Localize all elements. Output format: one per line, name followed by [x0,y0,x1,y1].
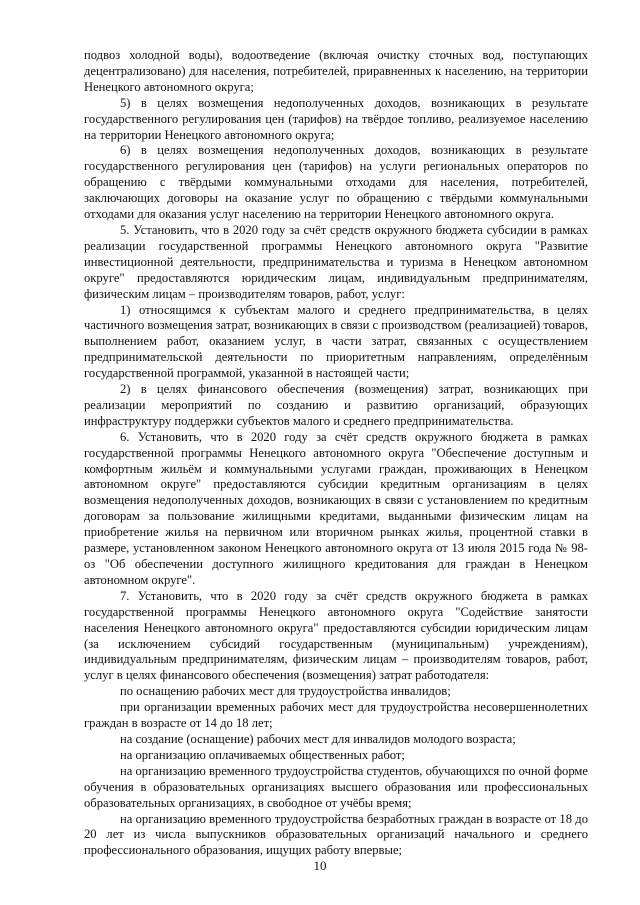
list-item-public-works: на организацию оплачиваемых общественных работ; [120,747,405,762]
paragraph-item-5-solid-fuel: 5) в целях возмещения недополученных доходов, возникающих в результате государственного регулирования цен (тарифов) на твёрдое топливо, реализуемое населению на территории Ненецкого автономного округа; [84,95,588,142]
paragraph-section-5-investment-program: 5. Установить, что в 2020 году за счёт средств окружного бюджета субсидии в рамках реализации государственной программы Ненецкого автономного округа "Развитие инвестиционной деятельности, предпринимательства и туризма в Ненецком автономном округе" предоставляются юридическим лицам, индивидуальным предпринимателям, физическим лицам – производителям товаров, работ, услуг: [84,222,588,301]
paragraph-section-5-subitem-1: 1) относящимся к субъектам малого и среднего предпринимательства, в целях частичного возмещения затрат, возникающих в связи с производством (реализацией) товаров, выполнением работ, оказанием услуг, в части затрат, связанных с осуществлением предпринимательской деятельности по приоритетным направлениям, определённым государственной программой, указанной в настоящей части; [84,302,588,381]
list-item-students-employment: на организацию временного трудоустройства студентов, обучающихся по очной форме обучения в образовательных организациях высшего образования или профессиональных образовательных организациях, в свободное от учёбы время; [84,763,588,810]
paragraph-item-6-waste-operators: 6) в целях возмещения недополученных доходов, возникающих в результате государственного регулирования цен (тарифов) на услуги региональных операторов по обращению с твёрдыми коммунальными отходами для населения, потребителей, заключающих договоры на оказание услуг по обращению с твёрдыми коммунальными отходами для оказания услуг населению на территории Ненецкого автономного округа. [84,143,588,222]
list-item-graduates-employment: на организацию временного трудоустройства безработных граждан в возрасте от 18 до 20 лет из числа выпускников образовательных организаций начального и среднего профессионального образования, ищущих работу впервые; [84,811,588,858]
list-item-minors-temporary-jobs: при организации временных рабочих мест для трудоустройства несовершеннолетних граждан в возрасте от 14 до 18 лет; [84,700,588,731]
document-body [84,48,588,859]
paragraph-section-5-subitem-2: 2) в целях финансового обеспечения (возмещения) затрат, возникающих при реализации мероприятий по созданию и развитию организаций, образующих инфраструктуру поддержки субъектов малого и среднего предпринимательства. [84,382,588,428]
page-number: 10 [313,858,327,873]
list-item-young-disabled-workplaces: на создание (оснащение) рабочих мест для инвалидов молодого возраста; [120,731,516,746]
paragraph-section-6-housing-program: 6. Установить, что в 2020 году за счёт средств окружного бюджета в рамках государственной программы Ненецкого автономного округа "Обеспечение доступным и комфортным жильём и коммунальными услугами граждан, проживающих в Ненецком автономном округе" предоставляются субсидии кредитным организациям в целях возмещения недополученных доходов, возникающих в связи с установлением по кредитным договорам за пользование жилищными кредитами, выданными физическим лицам на приобретение жилья на первичном или вторичном рынках жилья, процентной ставки в размере, установленном законом Ненецкого автономного округа от 13 июля 2015 года № 98-оз "Об обеспечении доступного жилищного кредитования для граждан в Ненецком автономном округе". [84,429,588,587]
paragraph-water-disposal-continuation: подвоз холодной воды), водоотведение (включая очистку сточных вод, поступающих децентрализовано) для населения, потребителей, приравненных к населению, на территории Ненецкого автономного округа; [84,48,588,94]
list-item-disabled-workplaces: по оснащению рабочих мест для трудоустройства инвалидов; [120,684,451,699]
paragraph-section-7-employment-program: 7. Установить, что в 2020 году за счёт средств окружного бюджета в рамках государственной программы Ненецкого автономного округа "Содействие занятости населения Ненецкого автономного округа" предоставляются субсидии юридическим лицам (за исключением субсидий государственным (муниципальным) учреждениям), индивидуальным предпринимателям, физическим лицам – производителям товаров, работ, услуг в целях финансового обеспечения (возмещения) затрат работодателя: [84,588,588,683]
